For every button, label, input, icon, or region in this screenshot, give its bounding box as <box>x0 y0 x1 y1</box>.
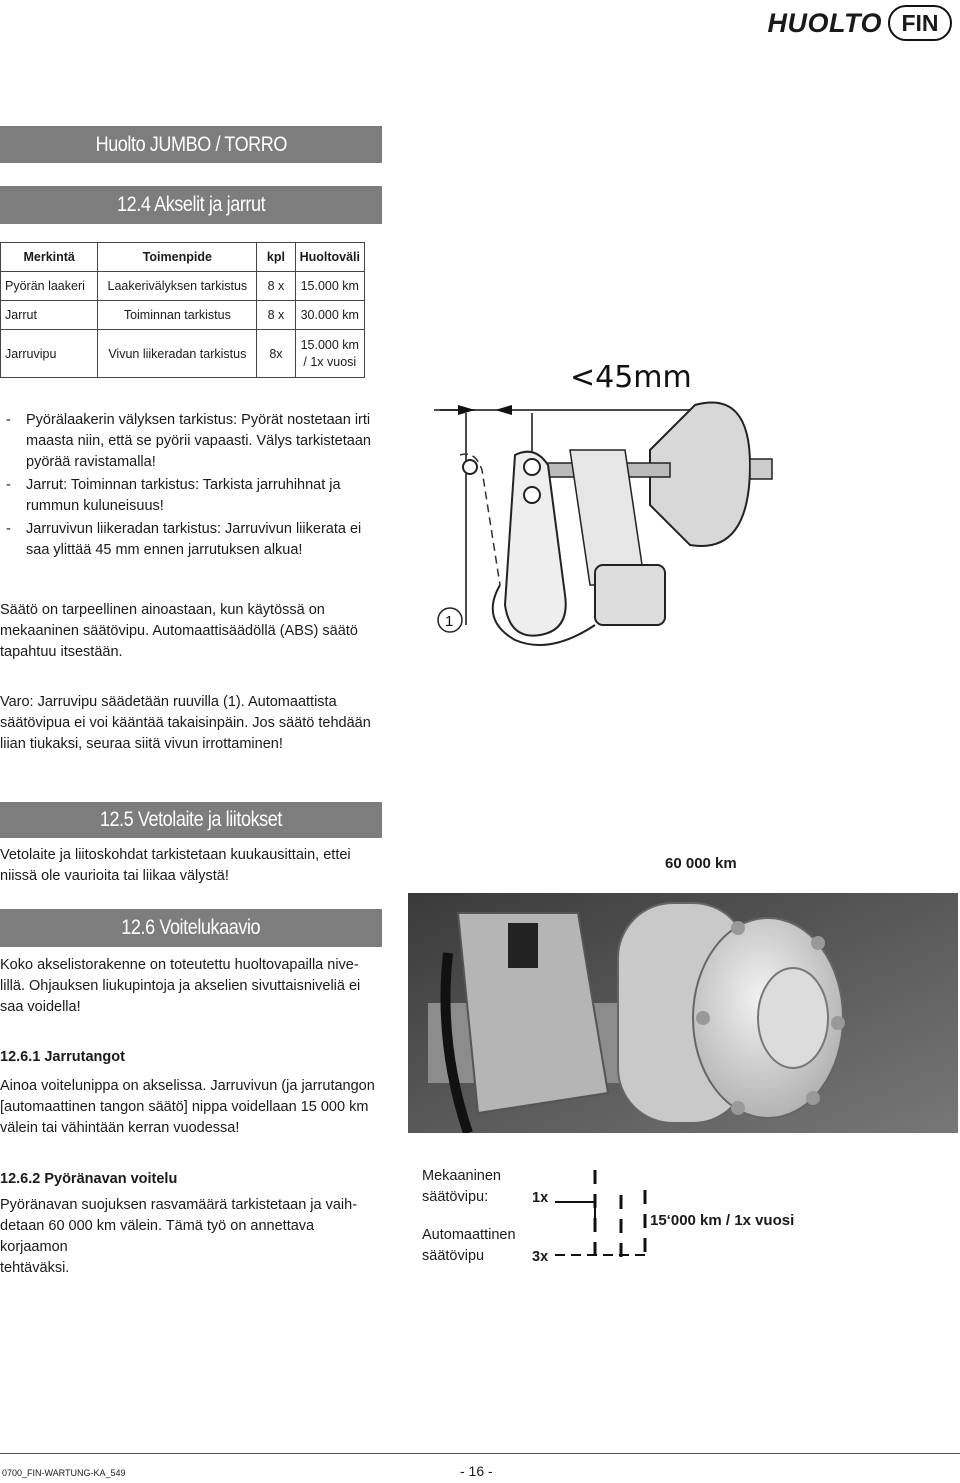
brake-lever-arm <box>505 452 566 636</box>
column-header: kpl <box>257 243 295 272</box>
text-line: Mekaaninen <box>422 1168 501 1184</box>
table-cell: Pyörän laakeri <box>1 272 98 301</box>
dimension-label: <45mm <box>570 360 692 395</box>
list-item <box>6 475 384 517</box>
callout-number: 1 <box>445 613 454 630</box>
main-section-title: Huolto JUMBO / TORRO <box>95 132 287 156</box>
subsection-heading: 12.6.1 Jarrutangot <box>0 1049 125 1065</box>
table-cell: Jarruvipu <box>1 330 98 378</box>
wheel-bolt <box>696 1011 710 1025</box>
bullet-dash: - <box>6 412 11 428</box>
section-12-6-band <box>0 909 382 947</box>
wheel-bolt <box>811 936 825 950</box>
main-section-band <box>0 126 382 163</box>
wheel-bolt <box>806 1091 820 1105</box>
legend-lines <box>555 1170 655 1270</box>
camshaft-housing <box>595 565 665 625</box>
section-12-6-title: 12.6 Voitelukaavio <box>121 916 261 939</box>
text-line: tapahtuu itsestään. <box>0 644 123 660</box>
text-line: säätövipua ei voi kääntää takaisinpäin. Jos säätö tehdään <box>0 715 371 731</box>
text-line: niissä ole vaurioita tai liikaa välystä! <box>0 868 229 884</box>
bullet-dash: - <box>6 521 11 537</box>
list-item <box>6 410 384 473</box>
interval-line: 15.000 km <box>300 337 359 352</box>
table-cell: 8 x <box>257 272 295 301</box>
table-cell: Laakerivälyksen tarkistus <box>98 272 257 301</box>
text-line: liian tiukaksi, seuraa siitä vivun irrottaminen! <box>0 736 283 752</box>
hub-section <box>0 1169 384 1279</box>
table-cell: 30.000 km <box>295 301 364 330</box>
text-line: Ainoa voitelunippa on akselissa. Jarruvivun (ja jarrutangon <box>0 1078 375 1094</box>
legend-mech-count: 1x <box>532 1190 549 1206</box>
wheel-bolt <box>731 921 745 935</box>
text-line: mekaaninen säätövipu. Automaattisäädöllä (ABS) säätö <box>0 623 358 639</box>
warning-note <box>0 692 384 755</box>
text-line: säätövipu: <box>422 1189 489 1205</box>
text-line: Jarrut: Toiminnan tarkistus: Tarkista jarruhihnat ja <box>26 477 341 493</box>
language-badge: FIN <box>888 5 952 41</box>
text-line: Vetolaite ja liitoskohdat tarkistetaan kuukausittain, ettei <box>0 847 351 863</box>
pivot-hole <box>524 487 540 503</box>
text-line: Varo: Jarruvipu säädetään ruuvilla (1). Automaattista <box>0 694 337 710</box>
document-code: 0700_FIN-WARTUNG-KA_549 <box>2 1468 126 1478</box>
table-cell: Vivun liikeradan tarkistus <box>98 330 257 378</box>
text-line: detaan 60 000 km välein. Tämä työ on annettava korjaamon <box>0 1218 315 1255</box>
rod-end <box>750 459 772 479</box>
text-line: Pyörälaakerin välyksen tarkistus: Pyörät nostetaan irti <box>26 412 371 428</box>
text-line: Koko akselistorakenne on toteutettu huoltovapailla nive- <box>0 957 359 973</box>
bullet-list <box>6 410 384 561</box>
pivot-hole <box>524 459 540 475</box>
pivot-hole <box>463 460 477 474</box>
bullet-dash: - <box>6 477 11 493</box>
lube-interval-label: 15‘000 km / 1x vuosi <box>650 1212 795 1229</box>
text-line: [automaattinen tangon säätö] nippa voidellaan 15 000 km <box>0 1099 369 1115</box>
grease-nipple <box>508 923 538 968</box>
maintenance-table <box>0 242 365 378</box>
table-row <box>1 330 365 378</box>
table-cell <box>295 330 364 378</box>
section-12-4-title: 12.4 Akselit ja jarrut <box>116 193 266 216</box>
text-line: Jarruvivun liikeradan tarkistus: Jarruvivun liikerata ei <box>26 521 362 537</box>
text-line: saa voidella! <box>0 999 81 1015</box>
text-line: rummun kuluneisuus! <box>26 498 164 514</box>
wheel-hub-photo <box>408 893 958 1133</box>
wheel-bolt <box>731 1101 745 1115</box>
text-line: saa ylittää 45 mm ennen jarrutuksen alkua! <box>26 542 303 558</box>
interval-line: / 1x vuosi <box>303 354 357 369</box>
column-header: Toimenpide <box>98 243 257 272</box>
table-header-row <box>1 243 365 272</box>
table-cell: 8 x <box>257 301 295 330</box>
hitch-text <box>0 845 384 887</box>
wheel-bolt <box>831 1016 845 1030</box>
section-12-4-band <box>0 186 382 224</box>
interval-label: 60 000 km <box>665 855 737 872</box>
table-cell: 8x <box>257 330 295 378</box>
brake-rods-section <box>0 1047 384 1139</box>
arrow-head-right <box>495 405 512 415</box>
brake-lever-diagram <box>420 355 940 665</box>
column-header: Merkintä <box>1 243 98 272</box>
text-line: säätövipu <box>422 1248 485 1264</box>
list-item <box>6 519 384 561</box>
table-row <box>1 301 365 330</box>
text-line: Pyöränavan suojuksen rasvamäärä tarkistetaan ja vaih- <box>0 1197 358 1213</box>
page-number: - 16 - <box>460 1463 493 1479</box>
section-12-5-title: 12.5 Vetolaite ja liitokset <box>99 808 283 831</box>
text-line: maasta niin, että se pyörii vapaasti. Välys tarkistetaan <box>26 433 371 449</box>
column-header: Huoltoväli <box>295 243 364 272</box>
text-line: välein tai vähintään kerran vuodessa! <box>0 1120 240 1136</box>
text-line: lillä. Ohjauksen liukupintoja ja akselien sivuttaisniveliä ei <box>0 978 361 994</box>
table-cell: Toiminnan tarkistus <box>98 301 257 330</box>
text-line: Säätö on tarpeellinen ainoastaan, kun käytössä on <box>0 602 325 618</box>
text-line: Automaattinen <box>422 1227 516 1243</box>
text-line: pyörää ravistamalla! <box>26 454 156 470</box>
adjust-note <box>0 600 384 663</box>
table-cell: 15.000 km <box>295 272 364 301</box>
legend-auto-count: 3x <box>532 1249 549 1265</box>
table-cell: Jarrut <box>1 301 98 330</box>
footer-divider <box>0 1453 960 1454</box>
lube-text <box>0 955 384 1018</box>
text-line: tehtäväksi. <box>0 1260 70 1276</box>
page-header-title: HUOLTO <box>767 8 882 38</box>
section-12-5-band <box>0 802 382 838</box>
hub-cap <box>758 968 828 1068</box>
table-row <box>1 272 365 301</box>
subsection-heading: 12.6.2 Pyöränavan voitelu <box>0 1171 178 1187</box>
